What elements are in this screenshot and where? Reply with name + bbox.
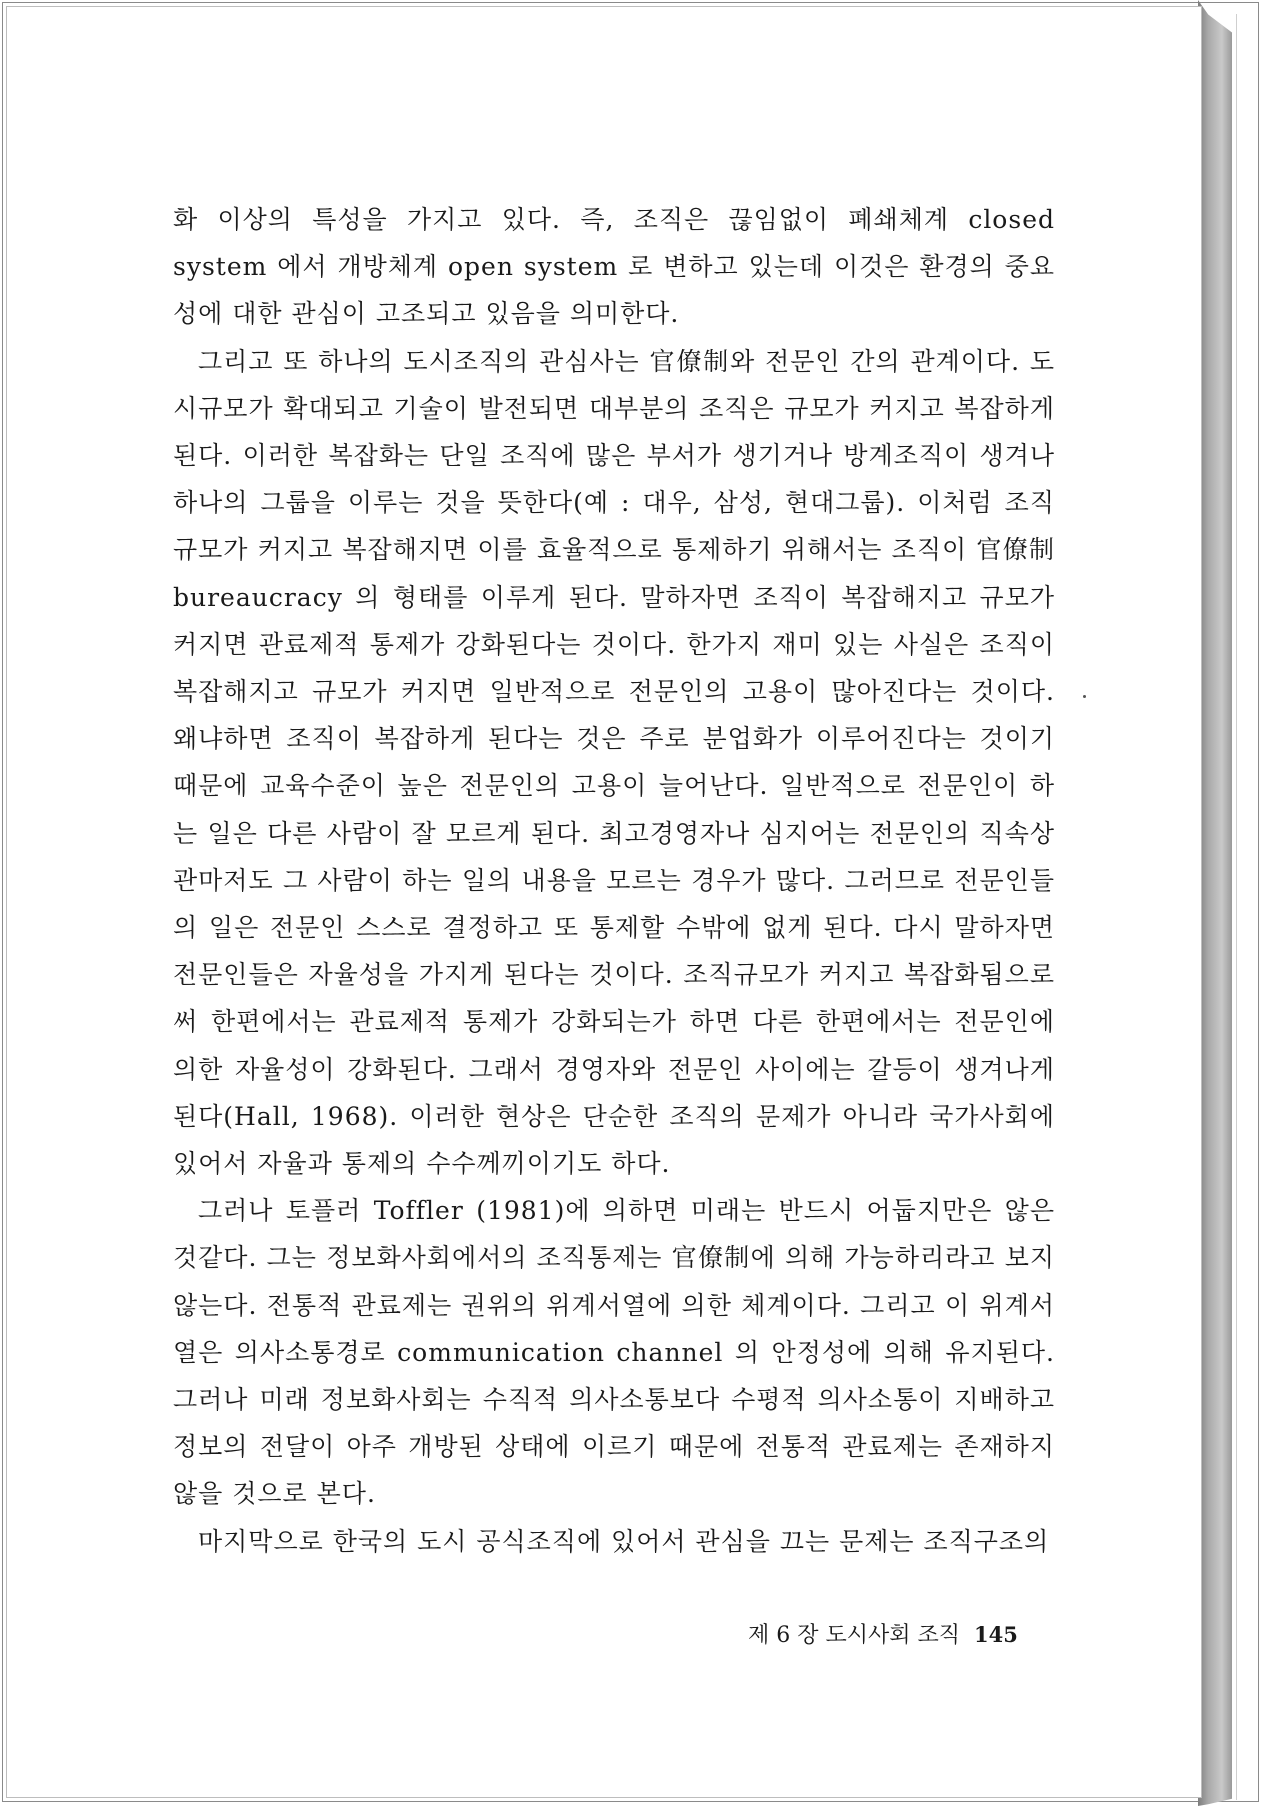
paragraph-4: 마지막으로 한국의 도시 공식조직에 있어서 관심을 끄는 문제는 조직구조의 — [198, 1526, 1050, 1556]
page-body — [173, 196, 1055, 1565]
scan-speck — [1083, 695, 1086, 698]
page-number: 145 — [974, 1622, 1018, 1647]
book-edge-line — [1236, 14, 1237, 1800]
paragraph-3: 그러나 토플러 Toffler (1981)에 의하면 미래는 반드시 어둡지만은 않은 것같다. 그는 정보화사회에서의 조직통제는 官僚制에 의해 가능하리라고 보지 않는다. 전통적 관료제는 권위의 위계서열에 의한 체계이다. 그리고 이 위계서열은 의사소통경로 communication channel 의 안정성에 의해 유지된다. 그러나 미래 정보화사회는 수직적 의사소통보다 수평적 의사소통이 지배하고 정보의 전달이 아주 개방된 상태에 이르기 때문에 전통적 관료제는 존재하지 않을 것으로 본다. — [173, 1196, 1055, 1509]
paragraph-2: 그리고 또 하나의 도시조직의 관심사는 官僚制와 전문인 간의 관계이다. 도시규모가 확대되고 기술이 발전되면 대부분의 조직은 규모가 커지고 복잡하게 된다. 이러한 복잡화는 단일 조직에 많은 부서가 생기거나 방계조직이 생겨나 하나의 그룹을 이루는 것을 뜻한다(예 : 대우, 삼성, 현대그룹). 이처럼 조직 규모가 커지고 복잡해지면 이를 효율적으로 통제하기 위해서는 조직이 官僚制 bureaucracy 의 형태를 이루게 된다. 말하자면 조직이 복잡해지고 규모가 커지면 관료제적 통제가 강화된다는 것이다. 한가지 재미 있는 사실은 조직이 복잡해지고 규모가 커지면 일반적으로 전문인의 고용이 많아진다는 것이다. 왜냐하면 조직이 복잡하게 된다는 것은 주로 분업화가 이루어진다는 것이기 때문에 교육수준이 높은 전문인의 고용이 늘어난다. 일반적으로 전문인이 하는 일은 다른 사람이 잘 모르게 된다. 최고경영자나 심지어는 전문인의 직속상관마저도 그 사람이 하는 일의 내용을 모르는 경우가 많다. 그러므로 전문인들의 일은 전문인 스스로 결정하고 또 통제할 수밖에 없게 된다. 다시 말하자면 전문인들은 자율성을 가지게 된다는 것이다. 조직규모가 커지고 복잡화됨으로써 한편에서는 관료제적 통제가 강화되는가 하면 다른 한편에서는 전문인에 의한 자율성이 강화된다. 그래서 경영자와 전문인 사이에는 갈등이 생겨나게 된다(Hall, 1968). 이러한 현상은 단순한 조직의 문제가 아니라 국가사회에 있어서 자율과 통제의 수수께끼이기도 하다. — [173, 346, 1055, 1179]
chapter-title: 제 6 장 도시사회 조직 — [748, 1623, 960, 1648]
page-footer — [748, 1618, 1068, 1649]
book-edge-shadow — [1198, 0, 1232, 1806]
paragraph-1: 화 이상의 특성을 가지고 있다. 즉, 조직은 끊임없이 폐쇄체계 closed system 에서 개방체계 open system 로 변하고 있는데 이것은 환경의 중요성에 대한 관심이 고조되고 있음을 의미한다. — [173, 205, 1055, 329]
